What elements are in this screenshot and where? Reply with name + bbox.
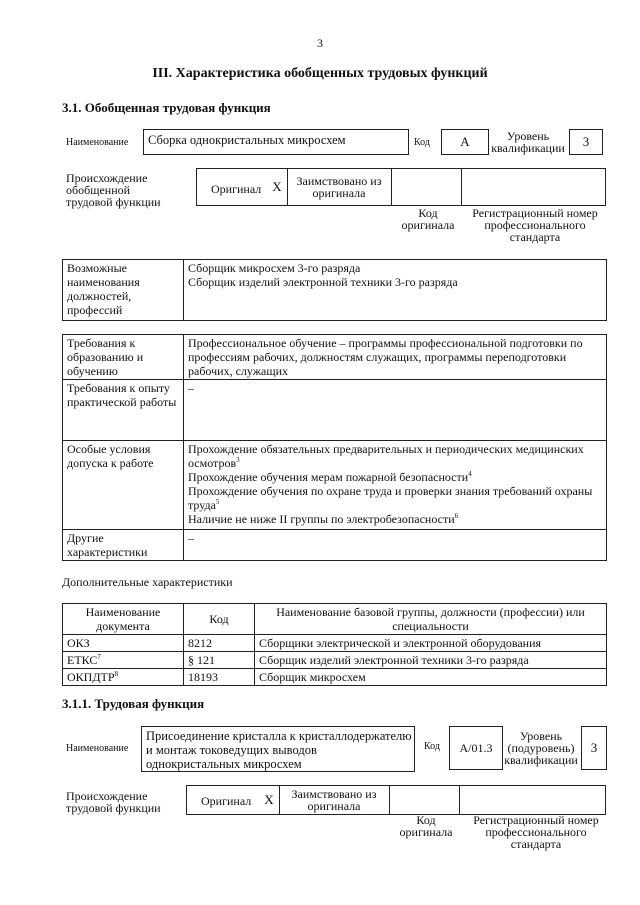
req-label-experience: Требования к опыту практической работы <box>63 380 184 441</box>
req-special-line: Прохождение обучения мерам пожарной безопасности$^4$ <box>188 470 472 484</box>
req-label-special: Особые условия допуска к работе <box>63 441 184 530</box>
position-item: Сборщик микросхем 3-го разряда <box>188 261 361 275</box>
req-value-other: – <box>184 530 607 561</box>
tf-reg-number-label: Регистрационный номер профессионального стандарта <box>473 813 599 851</box>
section-title: III. Характеристика обобщенных трудовых функций <box>152 66 488 81</box>
req-value-experience: – <box>184 380 607 441</box>
positions-label: Возможные наименования должностей, профессий <box>63 260 184 321</box>
gtf-origin-box <box>196 168 606 206</box>
tf-origin-box <box>186 785 606 815</box>
req-label-education: Требования к образованию и обучению <box>63 335 184 380</box>
tf-original-mark: X <box>264 792 274 807</box>
tf-name-box <box>141 726 415 772</box>
tf-code-value: А/01.3 <box>449 726 503 770</box>
table-row: ЕТКС$^7$ § 121 Сборщик изделий электронной техники 3-го разряда <box>63 652 607 669</box>
tf-level-label: Уровень (подуровень) квалификации <box>504 729 578 767</box>
gtf-origin-label: Происхождение обобщенной трудовой функции <box>66 171 161 209</box>
tf-name-value: Присоединение кристалла к кристаллодержателю и монтаж токоведущих выводов однокристальных микросхем <box>146 729 412 771</box>
tf-origin-label: Происхождение трудовой функции <box>66 789 161 815</box>
col-header-doc: Наименование документа <box>63 604 184 635</box>
gtf-code-label: Код <box>414 137 430 148</box>
gtf-original-label: Оригинал <box>211 182 262 196</box>
req-value-education: Профессиональное обучение – программы профессиональной подготовки по профессиям рабочих, должностям служащих, программы переподготовки рабочих, служащих <box>184 335 607 380</box>
tf-orig-code-label: Код оригинала <box>399 813 453 839</box>
page-number: 3 <box>317 36 323 50</box>
gtf-name-box <box>143 129 409 155</box>
position-item: Сборщик изделий электронной техники 3-го разряда <box>188 275 458 289</box>
gtf-heading: 3.1. Обобщенная трудовая функция <box>62 100 271 115</box>
requirements-table <box>62 334 607 561</box>
req-special-line: Наличие не ниже II группы по электробезопасности$^6$ <box>188 512 459 526</box>
gtf-code-value: А <box>441 129 489 155</box>
gtf-orig-code-label: Код оригинала <box>401 206 455 232</box>
col-header-code: Код <box>184 604 255 635</box>
gtf-level-value: 3 <box>569 129 603 155</box>
positions-table <box>62 259 607 321</box>
tf-heading: 3.1.1. Трудовая функция <box>62 696 205 711</box>
gtf-original-mark: X <box>272 179 282 194</box>
gtf-borrowed-label: Заимствовано из оригинала <box>296 174 382 200</box>
req-special-line: Прохождение обязательных предварительных и периодических медицинских осмотров$^3$ <box>188 442 584 470</box>
tf-name-label: Наименование <box>66 743 129 754</box>
req-label-other: Другие характеристики <box>63 530 184 561</box>
tf-code-label: Код <box>424 741 440 752</box>
tf-level-value: 3 <box>581 726 607 770</box>
additional-heading: Дополнительные характеристики <box>62 575 233 589</box>
tf-original-label: Оригинал <box>201 794 252 808</box>
req-special-line: Прохождение обучения по охране труда и проверки знания требований охраны труда$^5$ <box>188 484 593 512</box>
gtf-level-label: Уровень квалификации <box>491 129 565 155</box>
gtf-name-label: Наименование <box>66 137 129 148</box>
additional-table <box>62 603 607 686</box>
table-row: ОКЗ 8212 Сборщики электрической и электронной оборудования <box>63 635 607 652</box>
gtf-reg-number-label: Регистрационный номер профессионального стандарта <box>472 206 598 244</box>
tf-borrowed-label: Заимствовано из оригинала <box>291 787 377 813</box>
gtf-name-value: Сборка однокристальных микросхем <box>148 133 346 147</box>
col-header-name: Наименование базовой группы, должности (профессии) или специальности <box>255 604 607 635</box>
table-row: ОКПДТР$^8$ 18193 Сборщик микросхем <box>63 669 607 686</box>
